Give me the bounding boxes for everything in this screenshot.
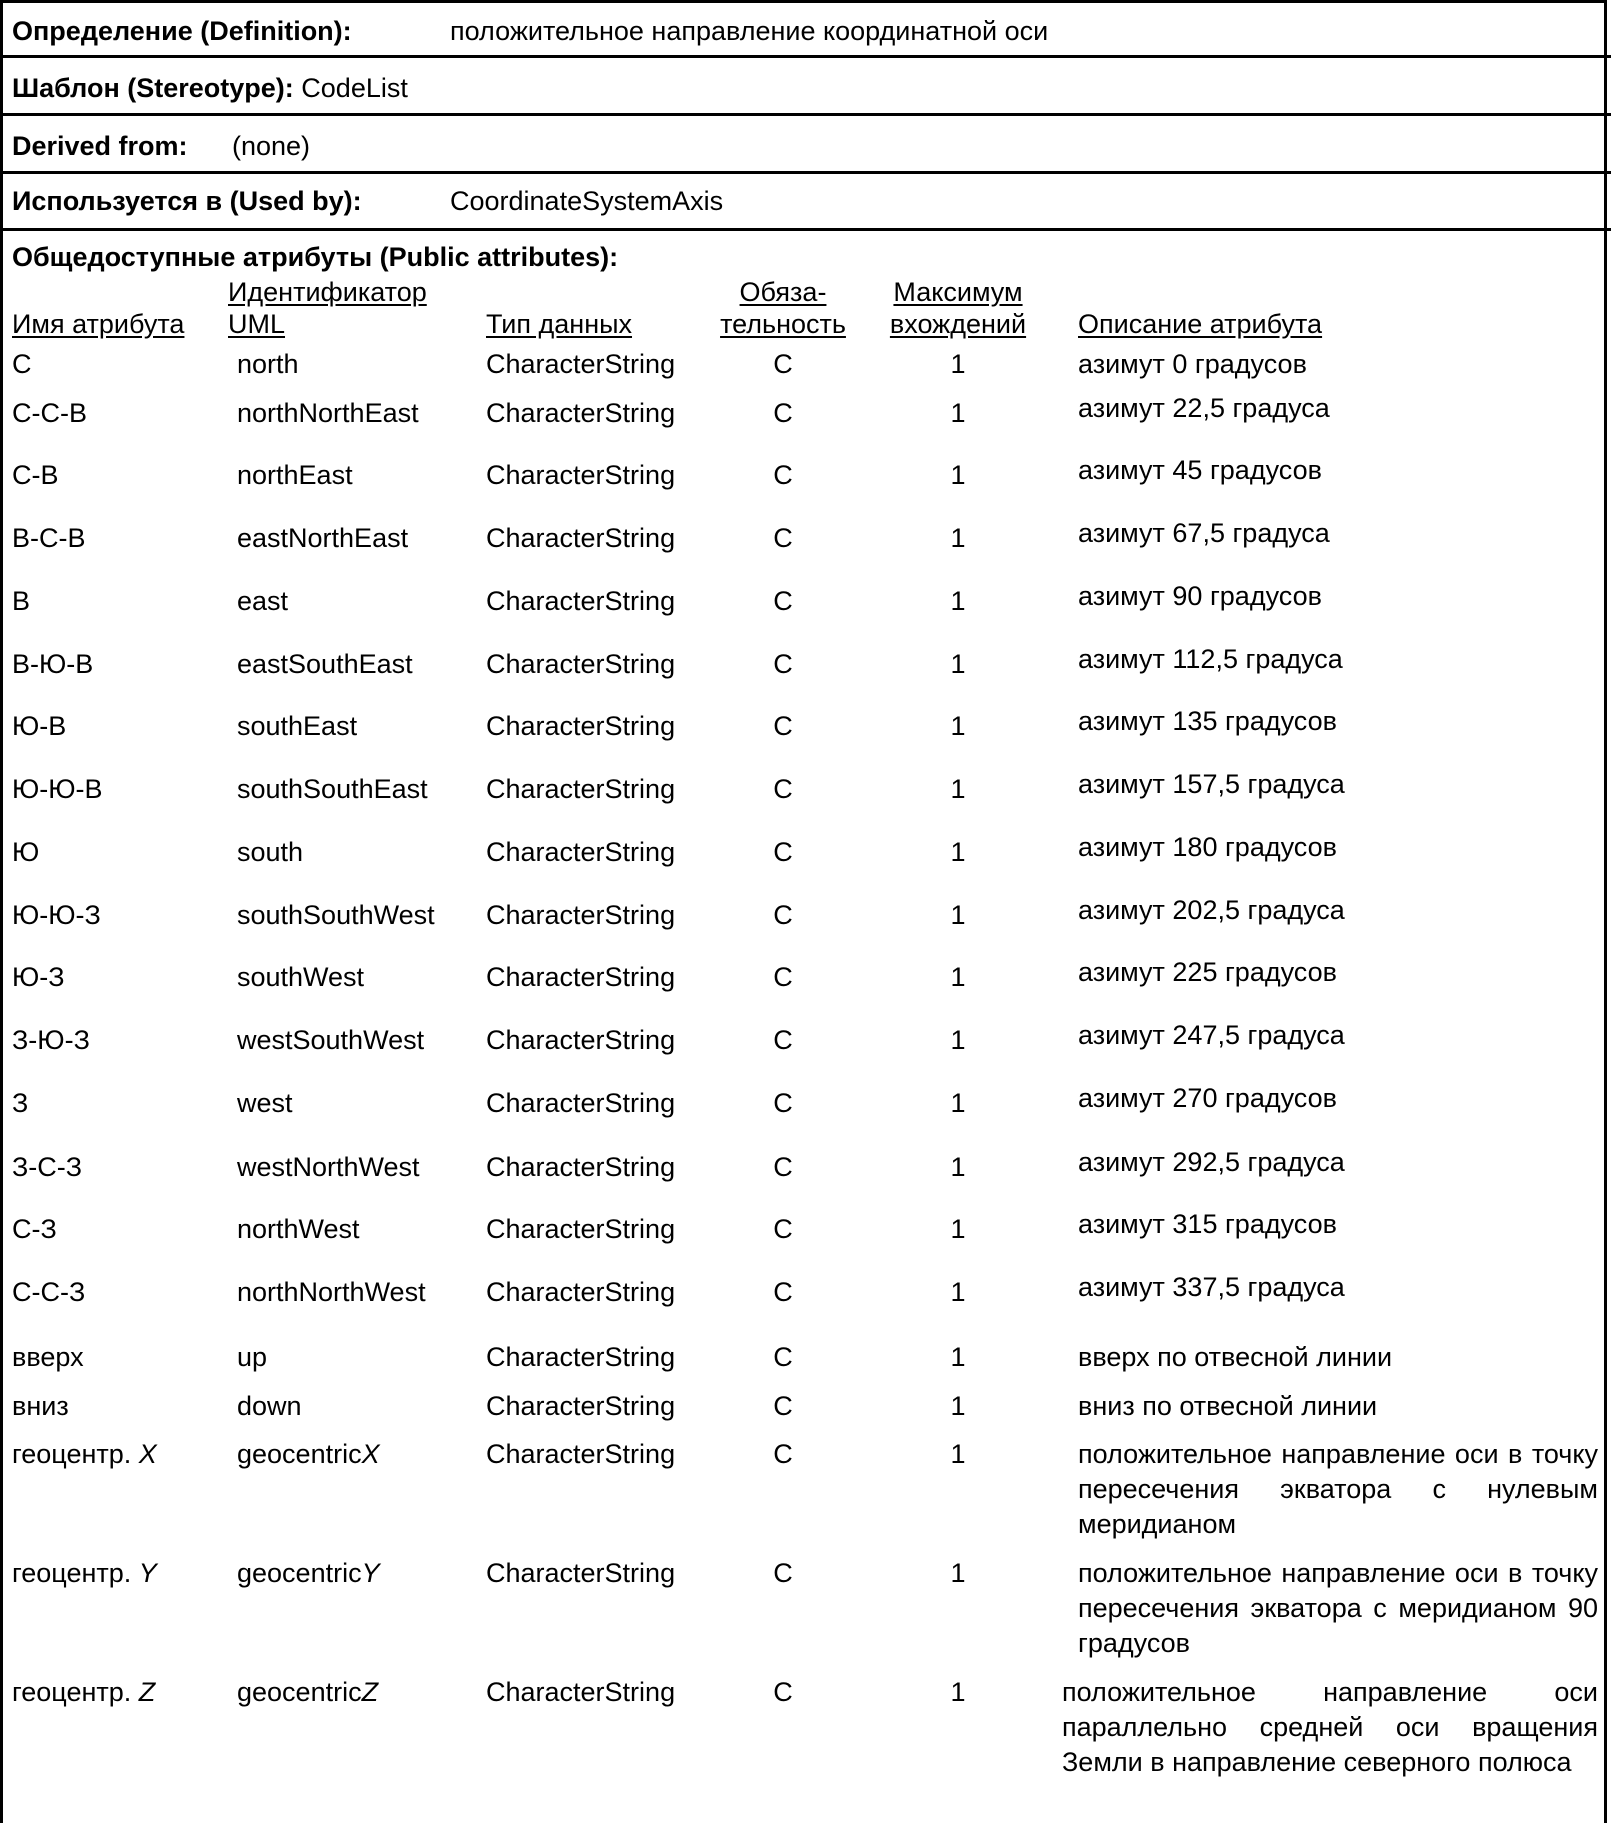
attr-description: положительное направление оси в точку пересечения экватора с нулевым меридианом <box>1078 1439 1598 1539</box>
attr-obligation: C <box>773 1088 793 1118</box>
col-oblig-header-1: Обяза- <box>739 277 827 307</box>
attr-uml-text: west <box>237 1088 293 1118</box>
stereotype-value: CodeList <box>301 73 408 103</box>
attr-description: азимут 270 градусов <box>1078 1083 1337 1113</box>
attr-uml-text: geocentric <box>237 1677 362 1707</box>
attr-max-occurs: 1 <box>950 1277 966 1307</box>
attr-name-text: В-Ю-В <box>12 649 94 679</box>
attr-name-text: С-В <box>12 460 59 490</box>
col-max-header-2: вхождений <box>889 309 1027 339</box>
attr-uml-text: down <box>237 1391 302 1421</box>
attr-name <box>12 1675 155 1710</box>
attr-name-text: В <box>12 586 31 616</box>
attr-uml-text: northWest <box>237 1214 360 1244</box>
derived-row <box>0 116 1611 174</box>
attr-type: CharacterString <box>486 1391 676 1421</box>
definition-label: Определение (Definition): <box>12 16 352 46</box>
col-name-header: Имя атрибута <box>12 309 185 339</box>
attr-name-italic: X <box>138 1439 157 1469</box>
attr-max-occurs: 1 <box>950 837 966 867</box>
attr-name-text: Ю-Ю-З <box>12 900 101 930</box>
attr-uml <box>237 1212 360 1247</box>
attr-max-occurs: 1 <box>950 1342 966 1372</box>
attr-uml-text: eastNorthEast <box>237 523 409 553</box>
attr-obligation: C <box>773 1025 793 1055</box>
attr-name-text: геоцентр. <box>12 1558 139 1588</box>
attr-max-occurs: 1 <box>950 774 966 804</box>
attr-name <box>12 647 93 682</box>
attr-name-text: С-С-В <box>12 398 87 428</box>
attr-uml <box>237 1675 378 1710</box>
attr-max-occurs: 1 <box>950 1558 966 1588</box>
attr-obligation: C <box>773 586 793 616</box>
used-by-label: Используется в (Used by): <box>12 186 362 216</box>
attr-obligation: C <box>773 1558 793 1588</box>
attr-description: азимут 135 градусов <box>1078 706 1337 736</box>
attr-name <box>12 1340 84 1375</box>
attr-uml <box>237 1556 380 1591</box>
attr-uml <box>237 1275 426 1310</box>
attr-name <box>12 458 59 493</box>
attr-max-occurs: 1 <box>950 900 966 930</box>
attr-name-text: Ю <box>12 837 40 867</box>
attr-type: CharacterString <box>486 586 676 616</box>
attr-max-occurs: 1 <box>950 586 966 616</box>
attr-name <box>12 521 86 556</box>
attr-name-text: геоцентр. <box>12 1677 139 1707</box>
attr-uml-text: south <box>237 837 304 867</box>
attr-uml-text: north <box>237 349 299 379</box>
attr-uml <box>237 960 364 995</box>
attr-uml <box>237 584 288 619</box>
attr-obligation: C <box>773 1152 793 1182</box>
attr-uml-text: northNorthWest <box>237 1277 426 1307</box>
attr-uml-text: eastSouthEast <box>237 649 413 679</box>
attr-obligation: C <box>773 349 793 379</box>
attr-description: азимут 180 градусов <box>1078 832 1337 862</box>
col-max-header-1: Максимум <box>893 277 1023 307</box>
attr-uml-text: northNorthEast <box>237 398 419 428</box>
attr-name-text: З-С-З <box>12 1152 83 1182</box>
attr-name <box>12 1389 69 1424</box>
attr-uml-text: geocentric <box>237 1558 362 1588</box>
attr-uml <box>237 709 357 744</box>
derived-label: Derived from: <box>12 131 188 161</box>
attr-max-occurs: 1 <box>950 962 966 992</box>
attr-max-occurs: 1 <box>950 523 966 553</box>
attr-name-text: С <box>12 349 32 379</box>
attr-description: вверх по отвесной линии <box>1078 1342 1393 1372</box>
attributes-title: Общедоступные атрибуты (Public attributes): <box>12 242 619 272</box>
attr-type: CharacterString <box>486 900 676 930</box>
attr-name <box>12 396 87 431</box>
attr-name <box>12 835 39 870</box>
attr-description: положительное направление оси в точку пересечения экватора с меридианом 90 градусов <box>1078 1558 1598 1658</box>
attr-description: азимут 112,5 градуса <box>1078 644 1343 674</box>
attr-uml <box>237 835 303 870</box>
attr-type: CharacterString <box>486 1088 676 1118</box>
attr-obligation: C <box>773 649 793 679</box>
col-uml-header-2: UML <box>228 309 286 339</box>
attr-name-text: Ю-З <box>12 962 65 992</box>
attr-type: CharacterString <box>486 1277 676 1307</box>
attr-name <box>12 1023 90 1058</box>
attr-description: положительное направление оси параллельно средней оси вращения Земли в направление северного полюса <box>1062 1677 1598 1777</box>
attr-uml-text: southSouthWest <box>237 900 435 930</box>
col-oblig-header-2: тельность <box>720 309 846 339</box>
attr-description: азимут 202,5 градуса <box>1078 895 1345 925</box>
attr-name <box>12 898 101 933</box>
stereotype-row <box>0 58 1611 116</box>
attr-type: CharacterString <box>486 649 676 679</box>
attr-uml-text: up <box>237 1342 268 1372</box>
attr-uml <box>237 898 435 933</box>
attr-obligation: C <box>773 1277 793 1307</box>
used-by-value: CoordinateSystemAxis <box>450 186 724 216</box>
attr-description: вниз по отвесной линии <box>1078 1391 1378 1421</box>
attr-description: азимут 337,5 градуса <box>1078 1272 1345 1302</box>
attr-name <box>12 1275 85 1310</box>
attr-name <box>12 584 30 619</box>
attr-uml <box>237 1389 302 1424</box>
attr-uml-italic: Y <box>361 1558 380 1588</box>
attr-uml-text: east <box>237 586 289 616</box>
attr-max-occurs: 1 <box>950 398 966 428</box>
attr-uml <box>237 1437 380 1472</box>
definition-value: положительное направление координатной оси <box>450 16 1049 46</box>
attr-type: CharacterString <box>486 1558 676 1588</box>
attr-type: CharacterString <box>486 711 676 741</box>
attr-max-occurs: 1 <box>950 349 966 379</box>
attr-description: азимут 67,5 градуса <box>1078 518 1330 548</box>
attr-uml <box>237 1023 424 1058</box>
attr-obligation: C <box>773 1677 793 1707</box>
attr-uml-text: westNorthWest <box>237 1152 420 1182</box>
attr-name-text: геоцентр. <box>12 1439 139 1469</box>
attr-type: CharacterString <box>486 349 676 379</box>
attr-obligation: C <box>773 1439 793 1469</box>
attr-type: CharacterString <box>486 1214 676 1244</box>
attr-name-text: З-Ю-З <box>12 1025 90 1055</box>
attr-type: CharacterString <box>486 962 676 992</box>
attr-uml-text: southSouthEast <box>237 774 428 804</box>
attr-description: азимут 45 градусов <box>1078 455 1322 485</box>
attr-obligation: C <box>773 1214 793 1244</box>
attr-type: CharacterString <box>486 398 676 428</box>
attr-uml <box>237 1340 267 1375</box>
attr-max-occurs: 1 <box>950 1088 966 1118</box>
attr-name-text: Ю-Ю-В <box>12 774 103 804</box>
attr-max-occurs: 1 <box>950 460 966 490</box>
attr-obligation: C <box>773 774 793 804</box>
attr-max-occurs: 1 <box>950 1391 966 1421</box>
attr-description: азимут 315 градусов <box>1078 1209 1337 1239</box>
definition-row <box>0 0 1611 58</box>
attr-uml-text: southEast <box>237 711 358 741</box>
attr-name-text: С-З <box>12 1214 57 1244</box>
attr-name-text: С-С-З <box>12 1277 86 1307</box>
attr-obligation: C <box>773 711 793 741</box>
attr-uml-italic: Z <box>361 1677 379 1707</box>
attr-uml <box>237 647 413 682</box>
attr-obligation: C <box>773 962 793 992</box>
attr-name <box>12 347 32 382</box>
attr-name <box>12 1556 157 1591</box>
attr-type: CharacterString <box>486 460 676 490</box>
attr-description: азимут 22,5 градуса <box>1078 393 1330 423</box>
attr-description: азимут 157,5 градуса <box>1078 769 1345 799</box>
attr-name-text: Ю-В <box>12 711 67 741</box>
attr-type: CharacterString <box>486 774 676 804</box>
attr-obligation: C <box>773 523 793 553</box>
attr-type: CharacterString <box>486 1439 676 1469</box>
attr-uml <box>237 1086 293 1121</box>
attr-max-occurs: 1 <box>950 1677 966 1707</box>
attr-obligation: C <box>773 1342 793 1372</box>
attr-name <box>12 1212 57 1247</box>
attr-description: азимут 225 градусов <box>1078 957 1337 987</box>
attr-uml-text: northEast <box>237 460 353 490</box>
attr-name <box>12 960 65 995</box>
used-by-row <box>0 174 1611 231</box>
attr-type: CharacterString <box>486 1025 676 1055</box>
attr-name <box>12 772 103 807</box>
attr-uml <box>237 521 408 556</box>
attr-max-occurs: 1 <box>950 1025 966 1055</box>
attr-uml-text: southWest <box>237 962 365 992</box>
col-desc-header: Описание атрибута <box>1078 309 1323 339</box>
attr-max-occurs: 1 <box>950 1152 966 1182</box>
attr-description: азимут 292,5 градуса <box>1078 1147 1345 1177</box>
attr-max-occurs: 1 <box>950 1439 966 1469</box>
attr-uml <box>237 458 353 493</box>
attr-uml-italic: X <box>361 1439 380 1469</box>
attr-obligation: C <box>773 837 793 867</box>
attr-obligation: C <box>773 900 793 930</box>
attr-uml <box>237 347 299 382</box>
attr-type: CharacterString <box>486 837 676 867</box>
attr-name <box>12 1150 82 1185</box>
attr-uml <box>237 772 428 807</box>
col-type-header: Тип данных <box>486 309 633 339</box>
attr-obligation: C <box>773 398 793 428</box>
attr-name <box>12 1086 28 1121</box>
attr-name-text: З <box>12 1088 29 1118</box>
attr-type: CharacterString <box>486 1677 676 1707</box>
attr-name-text: В-С-В <box>12 523 86 553</box>
derived-value: (none) <box>232 131 311 161</box>
stereotype-label: Шаблон (Stereotype): <box>12 73 294 103</box>
attr-name <box>12 709 66 744</box>
attr-description: азимут 0 градусов <box>1078 349 1307 379</box>
attr-type: CharacterString <box>486 523 676 553</box>
attr-uml-text: geocentric <box>237 1439 362 1469</box>
attr-max-occurs: 1 <box>950 649 966 679</box>
attr-uml <box>237 1150 420 1185</box>
col-uml-header-1: Идентификатор <box>228 277 427 307</box>
attr-obligation: C <box>773 1391 793 1421</box>
attr-max-occurs: 1 <box>950 1214 966 1244</box>
attr-type: CharacterString <box>486 1152 676 1182</box>
attr-name-italic: Z <box>138 1677 156 1707</box>
attr-type: CharacterString <box>486 1342 676 1372</box>
attr-name-italic: Y <box>138 1558 157 1588</box>
attr-name-text: вверх <box>12 1342 84 1372</box>
attr-uml <box>237 396 419 431</box>
attr-description: азимут 90 градусов <box>1078 581 1322 611</box>
attr-max-occurs: 1 <box>950 711 966 741</box>
attr-name-text: вниз <box>12 1391 69 1421</box>
attr-obligation: C <box>773 460 793 490</box>
attr-uml-text: westSouthWest <box>237 1025 425 1055</box>
attr-name <box>12 1437 157 1472</box>
attr-description: азимут 247,5 градуса <box>1078 1020 1345 1050</box>
